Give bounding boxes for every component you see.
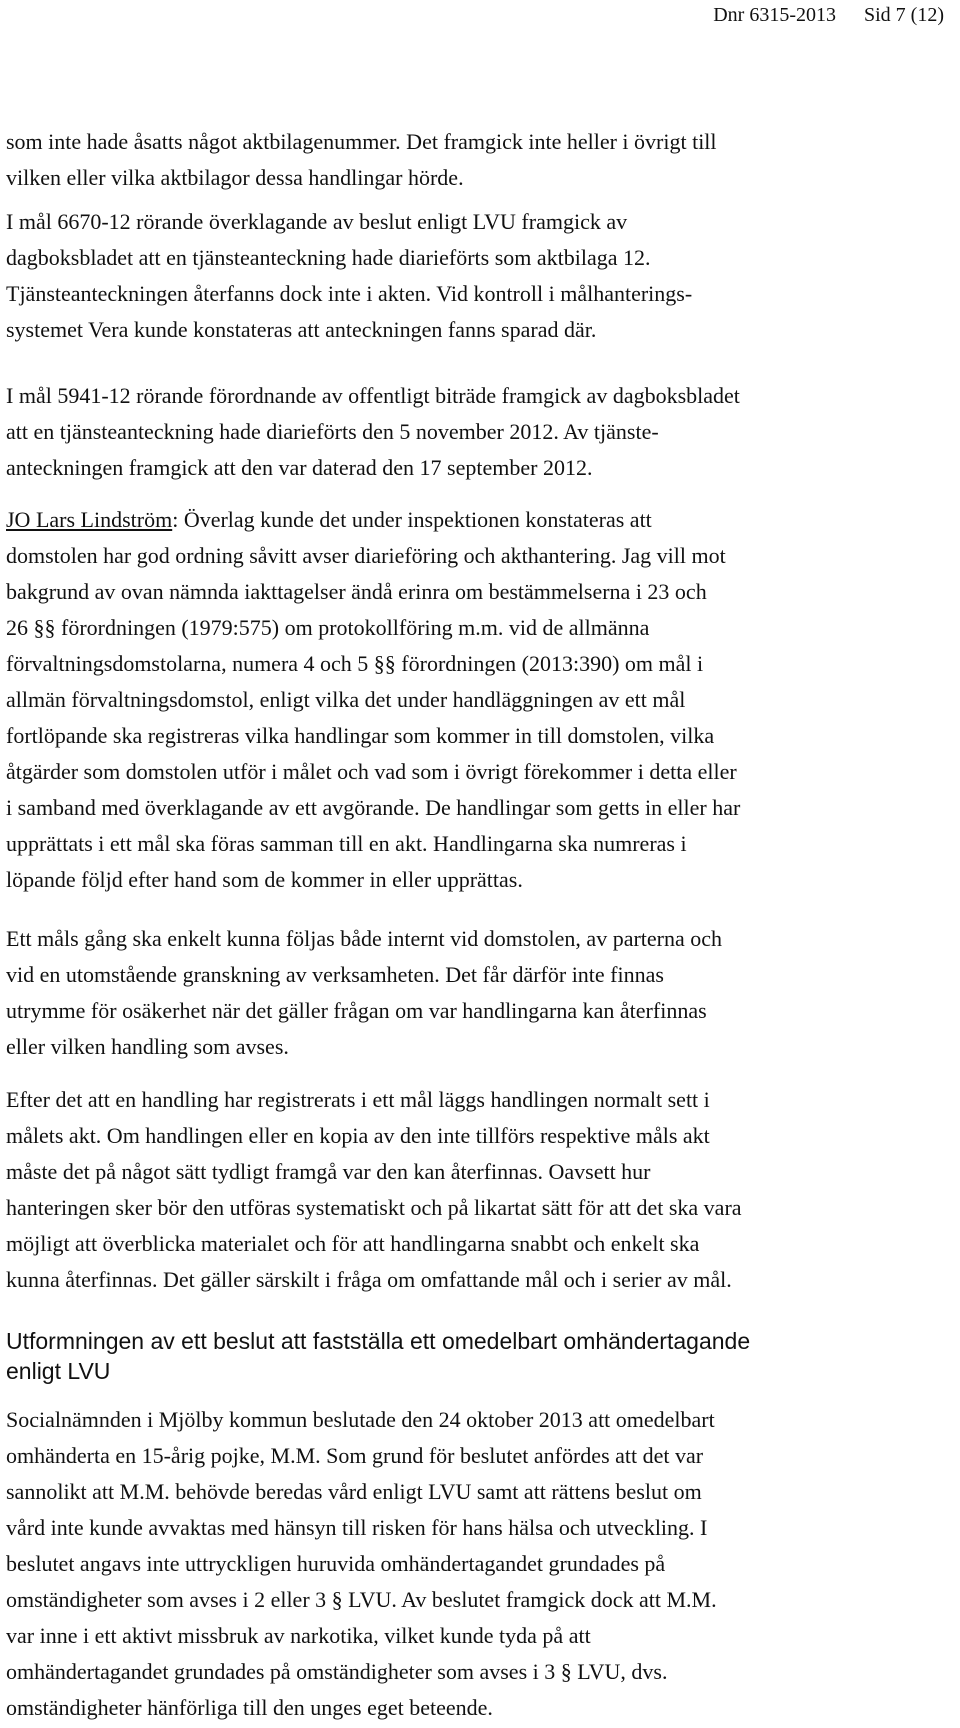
text-line: var inne i ett aktivt missbruk av narkotika, vilket kunde tyda på att <box>6 1623 591 1648</box>
text-line: Tjänsteanteckningen återfanns dock inte i akten. Vid kontroll i målhanterings- <box>6 281 693 306</box>
text-line: omhänderta en 15-årig pojke, M.M. Som grund för beslutet anfördes att det var <box>6 1443 704 1468</box>
text-line: anteckningen framgick att den var daterad den 17 september 2012. <box>6 455 593 480</box>
text-line: allmän förvaltningsdomstol, enligt vilka det under handläggningen av ett mål <box>6 687 686 712</box>
paragraph-jo-statement <box>6 502 941 898</box>
text-line: Efter det att en handling har registrerats i ett mål läggs handlingen normalt sett i <box>6 1087 710 1112</box>
text-line: vid en utomstående granskning av verksamheten. Det får därför inte finnas <box>6 962 664 987</box>
text-line: eller vilken handling som avses. <box>6 1034 289 1059</box>
text-line: som inte hade åsatts något aktbilagenummer. Det framgick inte heller i övrigt till <box>6 129 717 154</box>
text-line: omständigheter som avses i 2 eller 3 § LVU. Av beslutet framgick dock att M.M. <box>6 1587 717 1612</box>
text-line: vård inte kunde avvaktas med hänsyn till risken för hans hälsa och utveckling. I <box>6 1515 708 1540</box>
text-line: fortlöpande ska registreras vilka handlingar som kommer in till domstolen, vilka <box>6 723 715 748</box>
text-line: dagboksbladet att en tjänsteanteckning hade diarieförts som aktbilaga 12. <box>6 245 651 270</box>
paragraph-final <box>6 1402 941 1726</box>
paragraph-5 <box>6 921 941 1065</box>
text-line: löpande följd efter hand som de kommer in eller upprättas. <box>6 867 523 892</box>
text-line: kunna återfinnas. Det gäller särskilt i fråga om omfattande mål och i serier av mål. <box>6 1267 732 1292</box>
text-line: I mål 5941-12 rörande förordnande av offentligt biträde framgick av dagboksbladet <box>6 383 740 408</box>
text-line: domstolen har god ordning såvitt avser diarieföring och akthantering. Jag vill mot <box>6 543 726 568</box>
heading-line: enligt LVU <box>6 1358 111 1384</box>
text-line: bakgrund av ovan nämnda iakttagelser ändå erinra om bestämmelserna i 23 och <box>6 579 707 604</box>
text-line: hanteringen sker bör den utföras systematiskt och på likartat sätt för att det ska vara <box>6 1195 742 1220</box>
text-line: beslutet angavs inte uttryckligen huruvida omhändertagandet grundades på <box>6 1551 666 1576</box>
paragraph-6 <box>6 1082 941 1298</box>
text-line: Socialnämnden i Mjölby kommun beslutade den 24 oktober 2013 att omedelbart <box>6 1407 715 1432</box>
page-header <box>713 2 944 28</box>
text-line: måste det på något sätt tydligt framgå var den kan återfinnas. Oavsett hur <box>6 1159 651 1184</box>
text-line: i samband med överklagande av ett avgörande. De handlingar som getts in eller har <box>6 795 741 820</box>
paragraph-2 <box>6 204 941 348</box>
text-line: omständigheter hänförliga till den unges eget beteende. <box>6 1695 493 1720</box>
statement-start: : Överlag kunde det under inspektionen konstateras att <box>172 507 652 532</box>
paragraph-1 <box>6 124 941 196</box>
text-line: utrymme för osäkerhet när det gäller frågan om var handlingarna kan återfinnas <box>6 998 707 1023</box>
page-number: Sid 7 (12) <box>864 4 944 26</box>
text-line: åtgärder som domstolen utför i målet och vad som i övrigt förekommer i detta eller <box>6 759 737 784</box>
section-heading <box>6 1326 750 1386</box>
text-line: förvaltningsdomstolarna, numera 4 och 5 §§ förordningen (2013:390) om mål i <box>6 651 704 676</box>
text-line: 26 §§ förordningen (1979:575) om protokollföring m.m. vid de allmänna <box>6 615 650 640</box>
text-line <box>6 502 941 538</box>
text-line: sannolikt att M.M. behövde beredas vård enligt LVU samt att rättens beslut om <box>6 1479 702 1504</box>
text-line: upprättats i ett mål ska föras samman till en akt. Handlingarna ska numreras i <box>6 831 687 856</box>
paragraph-3 <box>6 378 941 486</box>
text-line: I mål 6670-12 rörande överklagande av beslut enligt LVU framgick av <box>6 209 628 234</box>
speaker-name: JO Lars Lindström <box>6 507 173 532</box>
text-line: vilken eller vilka aktbilagor dessa handlingar hörde. <box>6 165 464 190</box>
text-line: att en tjänsteanteckning hade diarieförts den 5 november 2012. Av tjänste- <box>6 419 659 444</box>
heading-line: Utformningen av ett beslut att fastställa ett omedelbart omhändertagande <box>6 1328 751 1354</box>
text-line: målets akt. Om handlingen eller en kopia av den inte tillförs respektive måls akt <box>6 1123 710 1148</box>
text-line: omhändertagandet grundades på omständigheter som avses i 3 § LVU, dvs. <box>6 1659 668 1684</box>
text-line: systemet Vera kunde konstateras att anteckningen fanns sparad där. <box>6 317 597 342</box>
text-line: möjligt att överblicka materialet och för att handlingarna snabbt och enkelt ska <box>6 1231 700 1256</box>
case-number: Dnr 6315-2013 <box>713 4 836 26</box>
text-line: Ett måls gång ska enkelt kunna följas både internt vid domstolen, av parterna och <box>6 926 723 951</box>
